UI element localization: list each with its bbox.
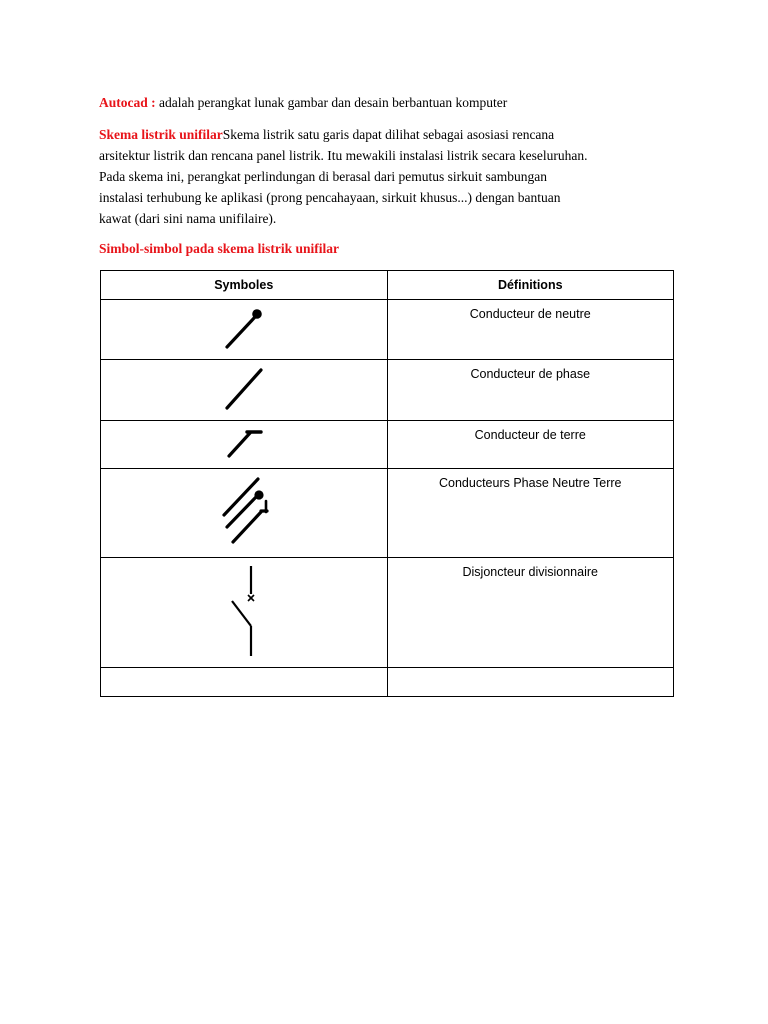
table-row [101, 668, 674, 697]
table-row [101, 558, 674, 668]
skema-paragraph [99, 124, 589, 229]
autocad-text: adalah perangkat lunak gambar dan desain berbantuan komputer [155, 95, 508, 110]
header-definitions: Définitions [387, 271, 674, 300]
definition-text: Conducteur de neutre [469, 307, 591, 321]
skema-text: Skema listrik satu garis dapat dilihat sebagai asosiasi rencana arsitektur listrik dan rencana panel listrik. Itu mewakili instalasi listrik secara keseluruhan. Pada skema ini, perangkat perlindungan di berasal dari pemutus sirkuit sambungan instalasi terhubung ke aplikasi (prong pencahayaan, sirkuit khusus...) dengan bantuan kawat (dari sini nama unifilaire). [99, 127, 588, 226]
table-row [101, 360, 674, 421]
table-row [101, 300, 674, 360]
definition-cell [387, 421, 674, 469]
definition-text: Conducteur de phase [470, 367, 591, 381]
header-symbols: Symboles [101, 271, 388, 300]
definition-text: Disjoncteur divisionnaire [462, 565, 598, 579]
symbols-heading: Simbol-simbol pada skema listrik unifilar [99, 241, 340, 256]
skema-label: Skema listrik unifilar [99, 127, 223, 142]
symbol-cell [101, 421, 388, 469]
circuit-breaker-icon [101, 558, 387, 667]
symbol-cell [101, 300, 388, 360]
definition-cell [387, 558, 674, 668]
phase-neutral-earth-icon [101, 469, 387, 557]
symbols-table [100, 270, 674, 697]
table-row [101, 469, 674, 558]
symbol-cell [101, 469, 388, 558]
definition-cell [387, 469, 674, 558]
empty-definition-cell [387, 668, 674, 697]
definition-cell [387, 300, 674, 360]
phase-conductor-icon [101, 360, 387, 420]
table-row [101, 421, 674, 469]
autocad-paragraph [99, 92, 659, 113]
neutral-conductor-icon [101, 300, 387, 359]
earth-conductor-icon [101, 421, 387, 468]
table-header-row [101, 271, 674, 300]
definition-cell [387, 360, 674, 421]
definition-text: Conducteur de terre [474, 428, 586, 442]
symbol-cell [101, 360, 388, 421]
autocad-label: Autocad : [99, 95, 156, 110]
empty-symbol-cell [101, 668, 388, 697]
symbol-cell [101, 558, 388, 668]
definition-text: Conducteurs Phase Neutre Terre [438, 476, 622, 490]
